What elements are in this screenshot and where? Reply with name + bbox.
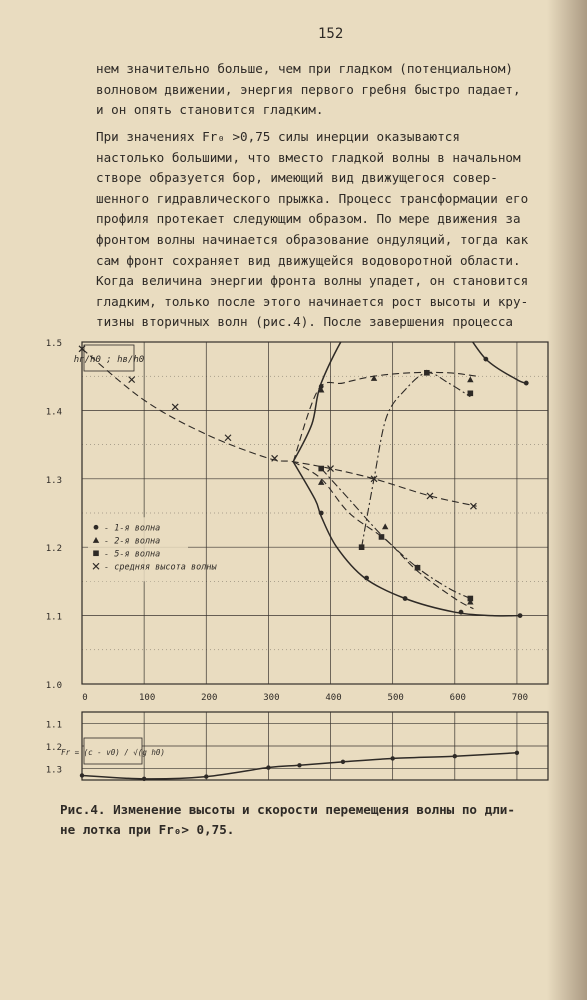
text-line: тизны вторичных волн (рис.4). После завершения процесса [96,314,514,330]
data-point [524,381,529,386]
bottom-y-tick-label: 1.1 [45,720,62,731]
y-tick-label: 1.4 [45,407,62,418]
y-axis-label: hг/h0 ; hв/h0 [73,355,145,365]
text-line: настолько большими, что вместо гладкой волны в начальном [96,149,521,165]
figure-caption [60,800,570,840]
data-point [518,613,523,618]
wave-height-chart [0,332,587,802]
x-tick-label: 0 [82,693,88,703]
x-tick-label: 600 [449,693,466,703]
series-1 [293,332,526,616]
legend-label: - 2-я волна [104,536,161,547]
series-line [362,373,471,548]
legend-label: - 5-я волна [104,549,161,560]
data-point [318,479,324,485]
y-tick-label: 1.5 [45,339,62,349]
series-line [293,372,476,461]
bottom-y-tick-label: 1.2 [45,743,62,753]
data-point [359,544,365,550]
y-tick-label: 1.1 [45,612,62,623]
y-tick-label: 1.0 [45,681,62,691]
x-tick-label: 500 [387,693,404,703]
x-tick-label: 400 [325,693,342,703]
x-tick-label: 100 [139,693,156,703]
text-line: волновом движении, энергия первого гребня быстро падает, [96,81,521,97]
froude-point [266,765,270,769]
series-2 [293,372,476,608]
froude-point [80,773,84,777]
data-point [424,370,430,376]
legend-marker [93,550,99,556]
froude-point [204,774,208,778]
series-line [293,332,526,462]
data-point [129,377,135,383]
text-line: и он опять становится гладким. [96,102,324,118]
froude-point [297,763,301,767]
caption-line: не лотка при Fr₀> 0,75. [60,822,235,837]
text-line: фронтом волны начинается образование ондуляций, тогда как [96,231,529,247]
data-point [225,435,231,441]
text-line: створе образуется бор, имеющий вид движущегося совер- [96,170,498,186]
froude-point [515,751,519,755]
legend-marker [94,525,99,530]
froude-point [142,777,146,781]
text-line: нем значительно больше, чем при гладком (потенциальном) [96,61,514,76]
series-3 [321,373,470,599]
text-line: При значениях Fr₀ >0,75 силы инерции оказываются [96,129,460,144]
page-number: 152 [318,26,344,42]
data-point [364,576,369,581]
bottom-y-tick-label: 1.3 [45,765,62,776]
text-line: сам фронт сохраняет вид движущейся водоворотной области. [96,252,521,268]
data-point [415,565,421,571]
text-line: профиля протекает следующим образом. По мере движения за [96,211,521,227]
text-line: шенного гидравлического прыжка. Процесс трансформации его [96,190,529,206]
text-line: гладким, только после этого начинается рост высоты и кру- [96,293,529,309]
data-point [382,523,388,529]
series-line [293,462,520,616]
data-point [379,534,385,540]
paragraph-2 [96,127,561,333]
data-point [319,511,324,516]
x-tick-label: 300 [263,693,280,703]
data-point [467,376,473,382]
data-point [468,596,474,602]
paragraph-1 [96,59,561,121]
data-point [403,596,408,601]
froude-point [453,754,457,758]
text-line: Когда величина энергии фронта волны упадет, он становится [96,273,529,289]
froude-point [341,760,345,764]
y-tick-label: 1.2 [45,544,62,555]
data-point [483,357,488,362]
froude-point [390,756,394,760]
series-line [321,469,470,599]
x-tick-label: 700 [511,693,529,703]
legend-label: - 1-я волна [104,523,161,534]
caption-line: Рис.4. Изменение высоты и скорости перемещения волны по дли- [60,802,515,817]
x-tick-label: 200 [201,693,218,703]
legend-label: - средняя высота волны [104,562,217,573]
bottom-y-label: Fr = (c - v0) / √(g h0) [61,748,165,757]
data-point [172,404,178,410]
data-point [459,610,464,615]
y-tick-label: 1.3 [45,475,62,486]
data-point [468,391,474,397]
